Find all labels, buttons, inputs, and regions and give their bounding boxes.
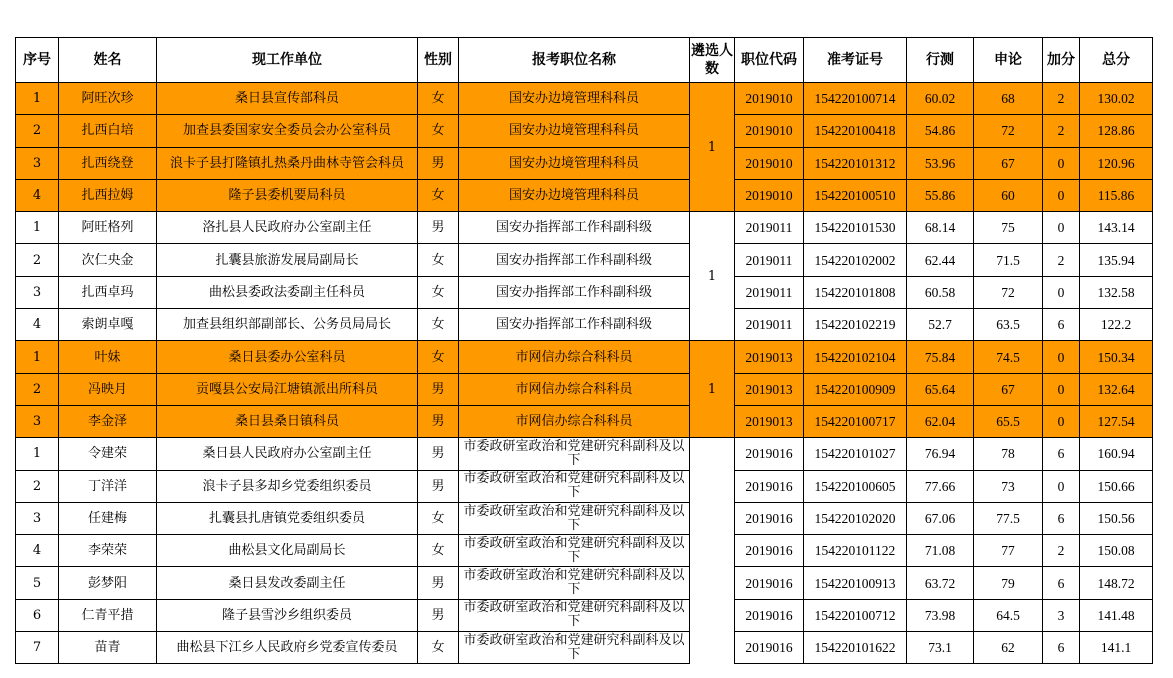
table-row	[16, 309, 1153, 341]
cell-name: 索朗卓嘎	[59, 309, 157, 341]
cell-name: 扎西绕登	[59, 147, 157, 179]
cell-name: 阿旺次珍	[59, 83, 157, 115]
cell-index: 4	[16, 535, 59, 567]
cell-position: 市委政研室政治和党建研究科副科及以下	[459, 502, 690, 534]
cell-gender: 男	[418, 599, 459, 631]
header-total: 总分	[1080, 38, 1153, 83]
cell-xingce: 52.7	[907, 309, 974, 341]
cell-unit: 隆子县委机要局科员	[157, 179, 418, 211]
cell-gender: 女	[418, 276, 459, 308]
cell-quota: 1	[690, 83, 735, 212]
table-body	[16, 83, 1153, 664]
cell-name: 丁洋洋	[59, 470, 157, 502]
cell-position: 国安办指挥部工作科副科级	[459, 309, 690, 341]
cell-exam-id: 154220100712	[804, 599, 907, 631]
cell-unit: 桑日县宣传部科员	[157, 83, 418, 115]
cell-total: 130.02	[1080, 83, 1153, 115]
cell-xingce: 77.66	[907, 470, 974, 502]
cell-shenlun: 71.5	[974, 244, 1043, 276]
cell-shenlun: 62	[974, 632, 1043, 664]
cell-bonus: 3	[1043, 599, 1080, 631]
cell-shenlun: 68	[974, 83, 1043, 115]
cell-bonus: 2	[1043, 83, 1080, 115]
cell-position: 市委政研室政治和党建研究科副科及以下	[459, 470, 690, 502]
cell-xingce: 76.94	[907, 438, 974, 470]
cell-name: 扎西卓玛	[59, 276, 157, 308]
cell-shenlun: 60	[974, 179, 1043, 211]
cell-exam-id: 154220100418	[804, 115, 907, 147]
table-row	[16, 599, 1153, 631]
table-row	[16, 179, 1153, 211]
cell-exam-id: 154220101027	[804, 438, 907, 470]
cell-unit: 洛扎县人民政府办公室副主任	[157, 212, 418, 244]
cell-unit: 桑日县人民政府办公室副主任	[157, 438, 418, 470]
cell-position: 市网信办综合科科员	[459, 373, 690, 405]
cell-xingce: 53.96	[907, 147, 974, 179]
cell-code: 2019011	[735, 309, 804, 341]
cell-exam-id: 154220101622	[804, 632, 907, 664]
cell-bonus: 6	[1043, 632, 1080, 664]
cell-shenlun: 67	[974, 147, 1043, 179]
cell-gender: 女	[418, 83, 459, 115]
header-code: 职位代码	[735, 38, 804, 83]
cell-exam-id: 154220102104	[804, 341, 907, 373]
cell-total: 132.58	[1080, 276, 1153, 308]
cell-total: 127.54	[1080, 405, 1153, 437]
cell-bonus: 2	[1043, 535, 1080, 567]
cell-shenlun: 77.5	[974, 502, 1043, 534]
cell-index: 3	[16, 276, 59, 308]
cell-xingce: 71.08	[907, 535, 974, 567]
cell-unit: 浪卡子县打隆镇扎热桑丹曲林寺管会科员	[157, 147, 418, 179]
cell-code: 2019011	[735, 212, 804, 244]
cell-bonus: 0	[1043, 179, 1080, 211]
cell-index: 2	[16, 470, 59, 502]
table-row	[16, 212, 1153, 244]
cell-xingce: 62.44	[907, 244, 974, 276]
cell-index: 1	[16, 83, 59, 115]
header-quota: 遴选人数	[690, 38, 735, 83]
cell-xingce: 68.14	[907, 212, 974, 244]
cell-exam-id: 154220101530	[804, 212, 907, 244]
cell-bonus: 6	[1043, 502, 1080, 534]
cell-position: 市委政研室政治和党建研究科副科及以下	[459, 535, 690, 567]
cell-exam-id: 154220101312	[804, 147, 907, 179]
cell-bonus: 6	[1043, 309, 1080, 341]
cell-unit: 桑日县发改委副主任	[157, 567, 418, 599]
cell-total: 143.14	[1080, 212, 1153, 244]
cell-index: 6	[16, 599, 59, 631]
table-row	[16, 405, 1153, 437]
cell-total: 135.94	[1080, 244, 1153, 276]
cell-code: 2019013	[735, 405, 804, 437]
cell-total: 150.08	[1080, 535, 1153, 567]
cell-xingce: 75.84	[907, 341, 974, 373]
cell-total: 148.72	[1080, 567, 1153, 599]
table-row	[16, 244, 1153, 276]
cell-position: 市委政研室政治和党建研究科副科及以下	[459, 567, 690, 599]
cell-index: 4	[16, 309, 59, 341]
cell-quota	[690, 438, 735, 664]
cell-position: 市委政研室政治和党建研究科副科及以下	[459, 599, 690, 631]
cell-total: 160.94	[1080, 438, 1153, 470]
cell-name: 仁青平措	[59, 599, 157, 631]
cell-unit: 浪卡子县多却乡党委组织委员	[157, 470, 418, 502]
cell-exam-id: 154220102020	[804, 502, 907, 534]
cell-index: 5	[16, 567, 59, 599]
cell-total: 150.66	[1080, 470, 1153, 502]
cell-gender: 女	[418, 115, 459, 147]
cell-position: 国安办指挥部工作科副科级	[459, 212, 690, 244]
cell-shenlun: 72	[974, 115, 1043, 147]
cell-index: 7	[16, 632, 59, 664]
cell-exam-id: 154220101808	[804, 276, 907, 308]
cell-shenlun: 63.5	[974, 309, 1043, 341]
cell-total: 122.2	[1080, 309, 1153, 341]
cell-index: 4	[16, 179, 59, 211]
cell-gender: 男	[418, 438, 459, 470]
cell-position: 市网信办综合科科员	[459, 341, 690, 373]
cell-exam-id: 154220100714	[804, 83, 907, 115]
cell-unit: 桑日县委办公室科员	[157, 341, 418, 373]
cell-gender: 男	[418, 470, 459, 502]
cell-unit: 贡嘎县公安局江塘镇派出所科员	[157, 373, 418, 405]
table-row	[16, 276, 1153, 308]
cell-shenlun: 77	[974, 535, 1043, 567]
header-position: 报考职位名称	[459, 38, 690, 83]
cell-name: 扎西拉姆	[59, 179, 157, 211]
cell-gender: 女	[418, 179, 459, 211]
cell-exam-id: 154220100909	[804, 373, 907, 405]
cell-position: 国安办指挥部工作科副科级	[459, 244, 690, 276]
cell-unit: 扎囊县旅游发展局副局长	[157, 244, 418, 276]
cell-exam-id: 154220101122	[804, 535, 907, 567]
cell-gender: 男	[418, 212, 459, 244]
cell-unit: 加查县委国家安全委员会办公室科员	[157, 115, 418, 147]
cell-bonus: 2	[1043, 244, 1080, 276]
cell-gender: 女	[418, 502, 459, 534]
cell-xingce: 60.58	[907, 276, 974, 308]
header-unit: 现工作单位	[157, 38, 418, 83]
cell-bonus: 6	[1043, 567, 1080, 599]
cell-index: 3	[16, 147, 59, 179]
cell-exam-id: 154220100605	[804, 470, 907, 502]
cell-gender: 女	[418, 341, 459, 373]
cell-position: 国安办边境管理科科员	[459, 179, 690, 211]
cell-exam-id: 154220102219	[804, 309, 907, 341]
cell-unit: 扎囊县扎唐镇党委组织委员	[157, 502, 418, 534]
cell-bonus: 0	[1043, 276, 1080, 308]
table-row	[16, 632, 1153, 664]
cell-shenlun: 64.5	[974, 599, 1043, 631]
header-xingce: 行测	[907, 38, 974, 83]
header-exam-id: 准考证号	[804, 38, 907, 83]
results-table	[15, 37, 1153, 664]
cell-bonus: 0	[1043, 373, 1080, 405]
table-row	[16, 470, 1153, 502]
header-index: 序号	[16, 38, 59, 83]
cell-gender: 男	[418, 147, 459, 179]
cell-shenlun: 75	[974, 212, 1043, 244]
cell-position: 国安办指挥部工作科副科级	[459, 276, 690, 308]
cell-shenlun: 65.5	[974, 405, 1043, 437]
table-row	[16, 438, 1153, 470]
cell-xingce: 63.72	[907, 567, 974, 599]
cell-name: 苗青	[59, 632, 157, 664]
cell-unit: 隆子县雪沙乡组织委员	[157, 599, 418, 631]
table-row	[16, 567, 1153, 599]
cell-bonus: 0	[1043, 405, 1080, 437]
cell-name: 任建梅	[59, 502, 157, 534]
cell-total: 128.86	[1080, 115, 1153, 147]
table-row	[16, 115, 1153, 147]
cell-name: 李荣荣	[59, 535, 157, 567]
cell-name: 令建荣	[59, 438, 157, 470]
cell-code: 2019010	[735, 83, 804, 115]
cell-quota: 1	[690, 212, 735, 341]
cell-index: 1	[16, 212, 59, 244]
cell-shenlun: 78	[974, 438, 1043, 470]
cell-total: 120.96	[1080, 147, 1153, 179]
cell-name: 阿旺格列	[59, 212, 157, 244]
cell-unit: 桑日县桑日镇科员	[157, 405, 418, 437]
cell-code: 2019010	[735, 115, 804, 147]
cell-gender: 男	[418, 373, 459, 405]
cell-xingce: 73.98	[907, 599, 974, 631]
cell-xingce: 55.86	[907, 179, 974, 211]
cell-code: 2019011	[735, 276, 804, 308]
header-shenlun: 申论	[974, 38, 1043, 83]
cell-index: 2	[16, 373, 59, 405]
cell-code: 2019010	[735, 179, 804, 211]
cell-shenlun: 79	[974, 567, 1043, 599]
cell-name: 李金泽	[59, 405, 157, 437]
cell-exam-id: 154220100717	[804, 405, 907, 437]
cell-position: 市委政研室政治和党建研究科副科及以下	[459, 438, 690, 470]
table-row	[16, 502, 1153, 534]
cell-total: 150.56	[1080, 502, 1153, 534]
cell-gender: 男	[418, 405, 459, 437]
cell-code: 2019016	[735, 599, 804, 631]
cell-position: 市委政研室政治和党建研究科副科及以下	[459, 632, 690, 664]
cell-position: 国安办边境管理科科员	[459, 83, 690, 115]
header-name: 姓名	[59, 38, 157, 83]
cell-gender: 男	[418, 567, 459, 599]
cell-unit: 曲松县委政法委副主任科员	[157, 276, 418, 308]
cell-bonus: 0	[1043, 212, 1080, 244]
header-gender: 性别	[418, 38, 459, 83]
cell-xingce: 73.1	[907, 632, 974, 664]
cell-shenlun: 74.5	[974, 341, 1043, 373]
cell-xingce: 65.64	[907, 373, 974, 405]
cell-code: 2019016	[735, 438, 804, 470]
cell-total: 141.1	[1080, 632, 1153, 664]
cell-exam-id: 154220100510	[804, 179, 907, 211]
cell-gender: 女	[418, 632, 459, 664]
cell-xingce: 67.06	[907, 502, 974, 534]
cell-code: 2019016	[735, 470, 804, 502]
cell-index: 2	[16, 115, 59, 147]
cell-position: 国安办边境管理科科员	[459, 115, 690, 147]
cell-position: 市网信办综合科科员	[459, 405, 690, 437]
table-row	[16, 83, 1153, 115]
cell-unit: 曲松县下江乡人民政府乡党委宣传委员	[157, 632, 418, 664]
cell-exam-id: 154220102002	[804, 244, 907, 276]
cell-unit: 曲松县文化局副局长	[157, 535, 418, 567]
cell-index: 2	[16, 244, 59, 276]
cell-xingce: 54.86	[907, 115, 974, 147]
cell-index: 3	[16, 502, 59, 534]
cell-name: 冯映月	[59, 373, 157, 405]
cell-total: 141.48	[1080, 599, 1153, 631]
cell-index: 3	[16, 405, 59, 437]
table-row	[16, 373, 1153, 405]
cell-exam-id: 154220100913	[804, 567, 907, 599]
cell-code: 2019016	[735, 567, 804, 599]
cell-gender: 女	[418, 309, 459, 341]
cell-total: 132.64	[1080, 373, 1153, 405]
table-row	[16, 147, 1153, 179]
cell-position: 国安办边境管理科科员	[459, 147, 690, 179]
cell-code: 2019013	[735, 341, 804, 373]
cell-bonus: 2	[1043, 115, 1080, 147]
cell-shenlun: 72	[974, 276, 1043, 308]
cell-name: 次仁央金	[59, 244, 157, 276]
cell-quota: 1	[690, 341, 735, 438]
cell-index: 1	[16, 341, 59, 373]
cell-code: 2019016	[735, 535, 804, 567]
cell-gender: 女	[418, 244, 459, 276]
cell-shenlun: 67	[974, 373, 1043, 405]
cell-shenlun: 73	[974, 470, 1043, 502]
table-row	[16, 341, 1153, 373]
cell-bonus: 0	[1043, 147, 1080, 179]
cell-code: 2019010	[735, 147, 804, 179]
cell-name: 扎西白培	[59, 115, 157, 147]
cell-bonus: 0	[1043, 341, 1080, 373]
cell-name: 叶妹	[59, 341, 157, 373]
cell-code: 2019011	[735, 244, 804, 276]
cell-code: 2019016	[735, 502, 804, 534]
cell-xingce: 62.04	[907, 405, 974, 437]
cell-code: 2019013	[735, 373, 804, 405]
cell-total: 150.34	[1080, 341, 1153, 373]
cell-name: 彭梦阳	[59, 567, 157, 599]
cell-code: 2019016	[735, 632, 804, 664]
cell-unit: 加查县组织部副部长、公务员局局长	[157, 309, 418, 341]
cell-index: 1	[16, 438, 59, 470]
cell-xingce: 60.02	[907, 83, 974, 115]
cell-total: 115.86	[1080, 179, 1153, 211]
header-row	[16, 38, 1153, 83]
header-bonus: 加分	[1043, 38, 1080, 83]
cell-bonus: 0	[1043, 470, 1080, 502]
table-row	[16, 535, 1153, 567]
cell-bonus: 6	[1043, 438, 1080, 470]
cell-gender: 女	[418, 535, 459, 567]
